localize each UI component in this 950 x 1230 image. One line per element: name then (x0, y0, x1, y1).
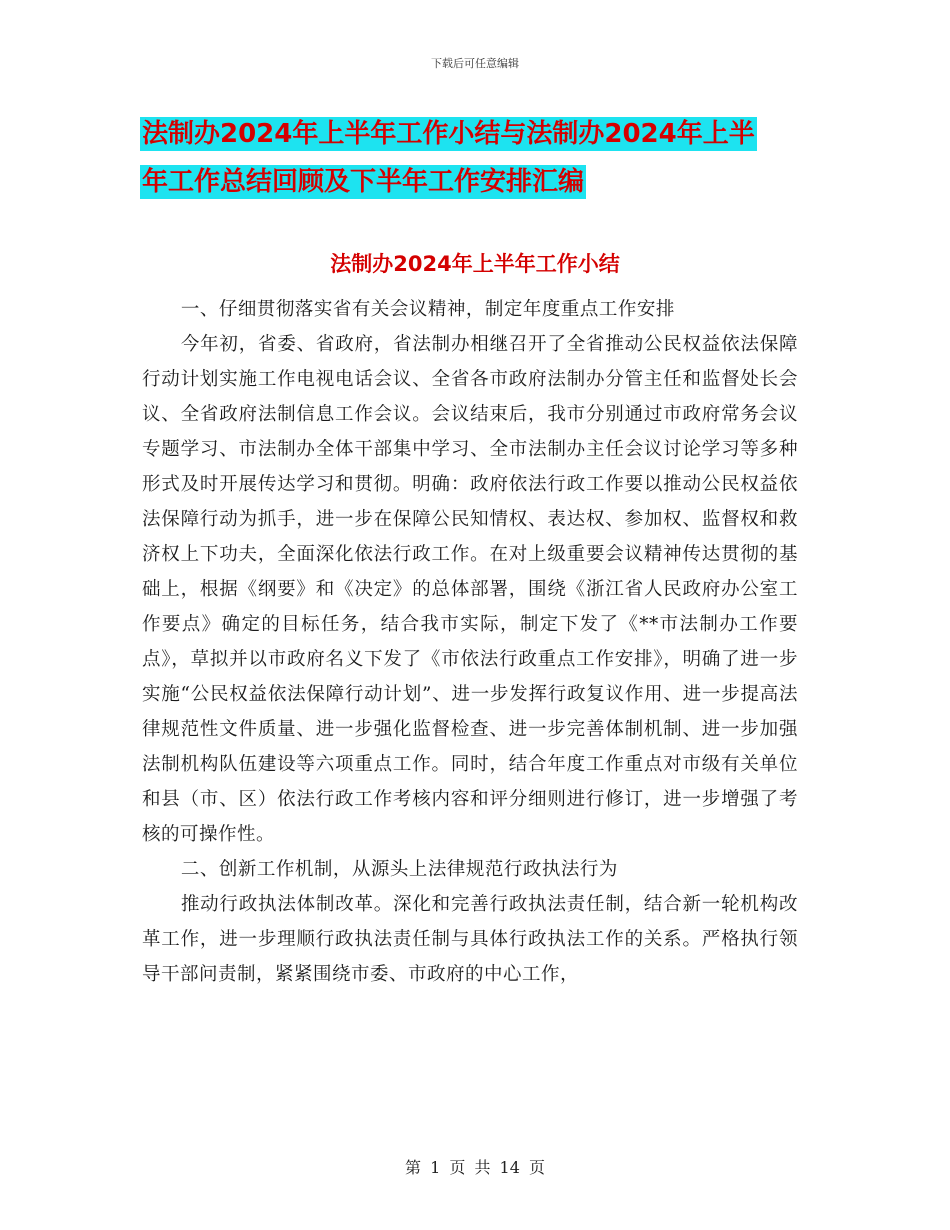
body-paragraph-2: 推动行政执法体制改革。深化和完善行政执法责任制，结合新一轮机构改革工作，进一步理顺行政执法责任制与具体行政执法工作的关系。严格执行领导干部问责制，紧紧围绕市委、市政府的中心工作， (142, 894, 798, 985)
section-title: 法制办2024年上半年工作小结 (330, 252, 620, 276)
page-header-note: 下载后可任意编辑 (431, 57, 519, 70)
body-paragraph-1: 今年初，省委、省政府，省法制办相继召开了全省推动公民权益依法保障行动计划实施工作电视电话会议、全省各市政府法制办分管主任和监督处长会议、全省政府法制信息工作会议。会议结束后，我市分别通过市政府常务会议专题学习、市法制办全体干部集中学习、全市法制办主任会议讨论学习等多种形式及时开展传达学习和贯彻。明确：政府依法行政工作要以推动公民权益依法保障行动为抓手，进一步在保障公民知情权、表达权、参加权、监督权和救济权上下功夫，全面深化依法行政工作。在对上级重要会议精神传达贯彻的基础上，根据《纲要》和《决定》的总体部署，围绕《浙江省人民政府办公室工作要点》确定的目标任务，结合我市实际，制定下发了《**市法制办工作要点》，草拟并以市政府名义下发了《市依法行政重点工作安排》，明确了进一步实施“公民权益依法保障行动计划”、进一步发挥行政复议作用、进一步提高法律规范性文件质量、进一步强化监督检查、进一步完善体制机制、进一步加强法制机构队伍建设等六项重点工作。同时，结合年度工作重点对市级有关单位和县（市、区）依法行政工作考核内容和评分细则进行修订，进一步增强了考核的可操作性。 (142, 334, 798, 845)
document-title (140, 110, 820, 206)
heading-paragraph-2: 二、创新工作机制，从源头上法律规范行政执法行为 (180, 859, 618, 880)
document-title-line-2: 年工作总结回顾及下半年工作安排汇编 (142, 167, 585, 197)
heading-paragraph-1: 一、仔细贯彻落实省有关会议精神，制定年度重点工作安排 (180, 299, 675, 320)
document-title-line-1: 法制办2024年上半年工作小结与法制办2024年上半 (142, 119, 755, 149)
page-footer: 第 1 页 共 14 页 (405, 1158, 545, 1177)
document-body (142, 292, 798, 992)
